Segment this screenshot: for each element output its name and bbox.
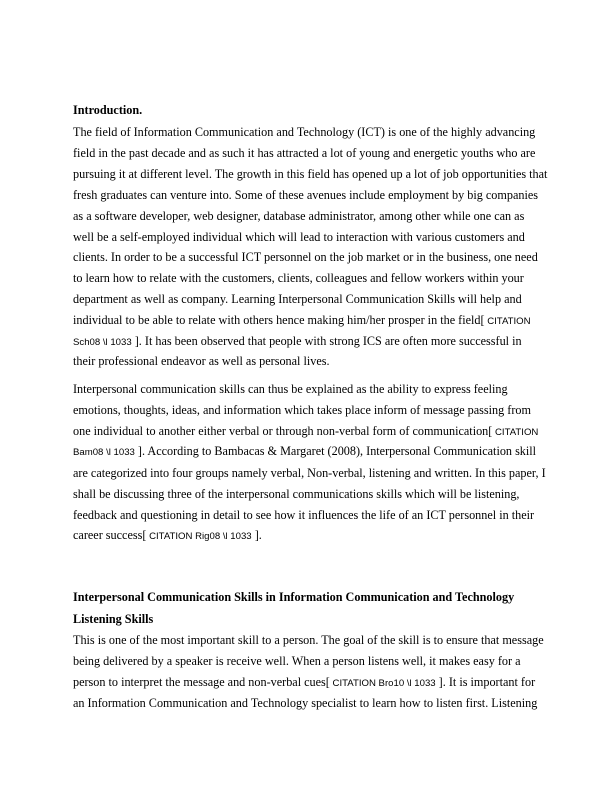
paragraph-line: Interpersonal communication skills can thus be explained as the ability to express feeling	[73, 382, 508, 396]
citation-field: Bam08 \l 1033	[73, 447, 135, 458]
citation-field: CITATION Rig08 \l 1033	[146, 531, 252, 542]
paragraph-line: department as well as company. Learning Interpersonal Communication Skills will help and	[73, 292, 522, 306]
paragraph-line	[73, 334, 522, 350]
paragraph-line: being delivered by a speaker is receive well. When a person listens well, it makes easy for a	[73, 654, 521, 668]
paragraph-line: their professional endeavor as well as personal lives.	[73, 354, 330, 368]
line-text: one individual to another either verbal or through non-verbal form of communication[	[73, 424, 493, 438]
paragraph-line	[73, 424, 538, 440]
sub-heading: Listening Skills	[73, 612, 154, 626]
paragraph-line: emotions, thoughts, ideas, and information which takes place inform of message passing from	[73, 403, 531, 417]
paragraph-line: an Information Communication and Technology specialist to learn how to listen first. Listening	[73, 696, 538, 710]
paragraph-line: field in the past decade and as such it has attracted a lot of young and energetic youths who are	[73, 146, 536, 160]
paragraph-line	[73, 528, 262, 544]
line-text: ]. According to Bambacas & Margaret (2008), Interpersonal Communication skill	[134, 444, 537, 458]
paragraph-line: This is one of the most important skill to a person. The goal of the skill is to ensure that message	[73, 633, 544, 647]
paragraph-line: pursuing it at different level. The growth in this field has opened up a lot of job opportunities that	[73, 167, 548, 181]
line-text: person to interpret the message and non-verbal cues[	[73, 675, 330, 689]
paragraph-line: feedback and questioning in detail to see how it influences the life of an ICT personnel in their	[73, 508, 535, 522]
paragraph-line: The field of Information Communication and Technology (ICT) is one of the highly advancing	[73, 125, 536, 139]
paragraph-line: are categorized into four groups namely verbal, Non-verbal, listening and written. In this paper, I	[73, 466, 546, 480]
paragraph-line: well be a self-employed individual which will lead to interaction with various customers and	[73, 230, 525, 244]
citation-field: CITATION	[492, 427, 539, 438]
line-text: individual to be able to relate with others hence making him/her prosper in the field[	[73, 313, 485, 327]
paragraph-line: fresh graduates can venture into. Some of these avenues include employment by big companies	[73, 188, 539, 202]
paragraph-line: shall be discussing three of the interpersonal communications skills which will be listening,	[73, 487, 520, 501]
intro-heading: Introduction.	[73, 103, 143, 117]
paragraph-line	[73, 675, 535, 691]
section-heading: Interpersonal Communication Skills in Information Communication and Technology	[73, 590, 515, 604]
line-text: ]. It has been observed that people with strong ICS are often more successful in	[131, 334, 522, 348]
paragraph-line: to learn how to relate with the customers, clients, colleagues and fellow workers within your	[73, 271, 524, 285]
paragraph-line	[73, 313, 531, 329]
paragraph-line	[73, 444, 536, 460]
line-text: ]. It is important for	[435, 675, 536, 689]
citation-field: CITATION	[484, 316, 531, 327]
line-text: career success[	[73, 528, 147, 542]
citation-field: CITATION Bro10 \l 1033	[329, 678, 436, 689]
citation-field: Sch08 \l 1033	[73, 337, 132, 348]
paragraph-line: as a software developer, web designer, database administrator, among other while one can as	[73, 209, 525, 223]
paragraph-line: clients. In order to be a successful ICT personnel on the job market or in the business, one need	[73, 250, 538, 264]
line-text: ].	[251, 528, 262, 542]
